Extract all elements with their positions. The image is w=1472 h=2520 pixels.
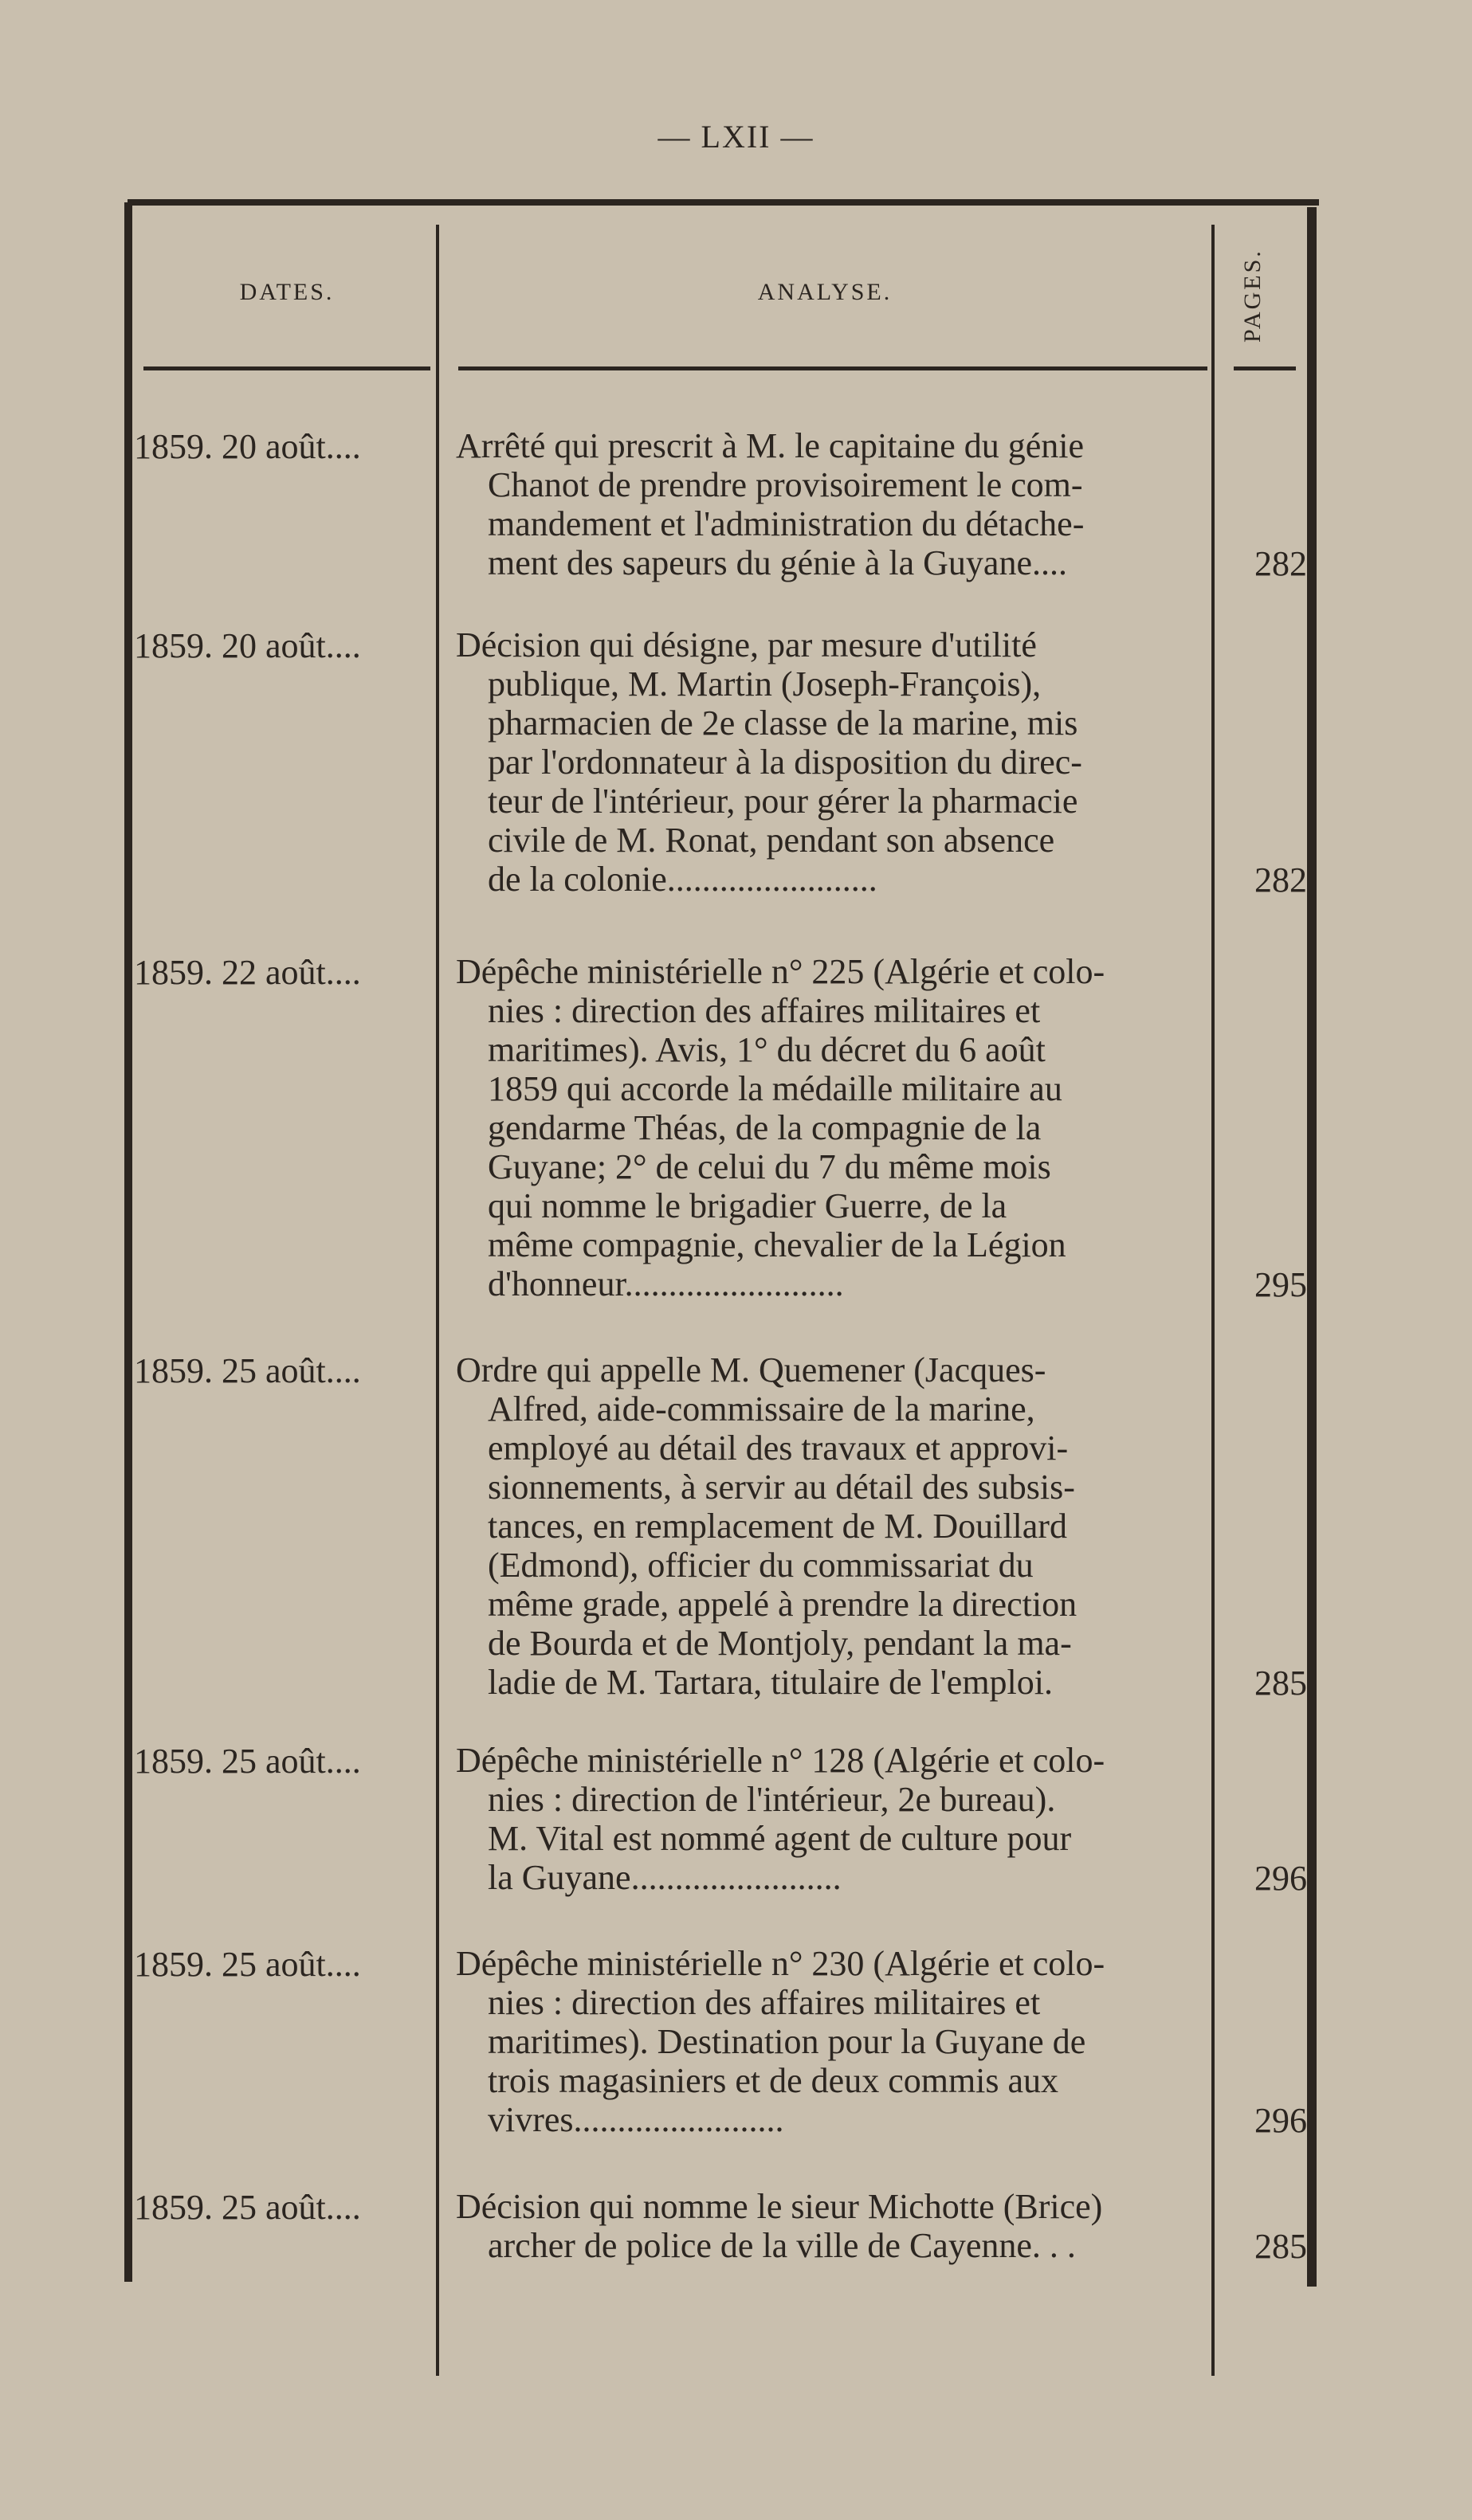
analysis-line: (Edmond), officier du commissariat du	[488, 1546, 1034, 1585]
entry-page: 296	[1254, 2101, 1307, 2140]
analysis-line: ment des sapeurs du génie à la Guyane....	[488, 543, 1067, 582]
analysis-line: Décision qui nomme le sieur Michotte (Brice)	[456, 2187, 1103, 2226]
entry-page: 282	[1254, 544, 1307, 583]
table-left-border	[124, 202, 132, 2282]
entry-analysis	[456, 952, 1213, 1303]
analysis-line: d'honneur.........................	[488, 1264, 844, 1303]
column-divider-dates	[436, 225, 439, 2376]
entry-date: 1859. 25 août....	[134, 1945, 361, 1984]
entry-analysis	[456, 426, 1213, 582]
header-analyse: ANALYSE.	[757, 279, 893, 305]
analysis-line: M. Vital est nommé agent de culture pour	[488, 1819, 1072, 1858]
analysis-line: employé au détail des travaux et approvi-	[488, 1429, 1069, 1468]
analysis-line: Décision qui désigne, par mesure d'utilité	[456, 625, 1037, 664]
entry-analysis	[456, 625, 1213, 899]
entry-page: 296	[1254, 1859, 1307, 1898]
entry-analysis	[456, 1944, 1213, 2139]
header-rule-dates	[143, 366, 430, 370]
analysis-line: Ordre qui appelle M. Quemener (Jacques-	[456, 1350, 1046, 1389]
analysis-line: maritimes). Destination pour la Guyane de	[488, 2022, 1086, 2061]
header-rule-analyse	[458, 366, 1207, 370]
analysis-line: même compagnie, chevalier de la Légion	[488, 1225, 1066, 1264]
analysis-line: pharmacien de 2e classe de la marine, mis	[488, 703, 1078, 743]
entry-page: 285	[1254, 1664, 1307, 1703]
entry-page: 285	[1254, 2227, 1307, 2266]
analysis-line: mandement et l'administration du détache-	[488, 504, 1085, 543]
entry-analysis	[456, 2187, 1213, 2265]
analysis-line: de Bourda et de Montjoly, pendant la ma-	[488, 1624, 1072, 1663]
analysis-line: civile de M. Ronat, pendant son absence	[488, 821, 1055, 860]
analysis-line: nies : direction de l'intérieur, 2e bureau).	[488, 1780, 1056, 1819]
analysis-line: gendarme Théas, de la compagnie de la	[488, 1108, 1042, 1147]
analysis-line: qui nomme le brigadier Guerre, de la	[488, 1186, 1007, 1225]
analysis-line: Dépêche ministérielle n° 230 (Algérie et colo-	[456, 1944, 1105, 1983]
entry-page: 282	[1254, 860, 1307, 899]
header-dates: DATES.	[239, 279, 335, 305]
entry-date: 1859. 20 août....	[134, 427, 361, 466]
analysis-line: sionnements, à servir au détail des subsis-	[488, 1468, 1075, 1507]
analysis-line: nies : direction des affaires militaires et	[488, 1983, 1041, 2022]
header-rule-pages	[1234, 366, 1296, 370]
analysis-line: de la colonie........................	[488, 860, 877, 899]
analysis-line: publique, M. Martin (Joseph-François),	[488, 664, 1042, 703]
analysis-line: archer de police de la ville de Cayenne. . .	[488, 2226, 1076, 2265]
analysis-line: vivres........................	[488, 2100, 784, 2139]
analysis-line: nies : direction des affaires militaires et	[488, 991, 1041, 1030]
analysis-line: Chanot de prendre provisoirement le com-	[488, 465, 1083, 504]
analysis-line: par l'ordonnateur à la disposition du direc-	[488, 743, 1082, 782]
analysis-line: tances, en remplacement de M. Douillard	[488, 1507, 1067, 1546]
analysis-line: Alfred, aide-commissaire de la marine,	[488, 1389, 1035, 1429]
analysis-line: Dépêche ministérielle n° 225 (Algérie et colo-	[456, 952, 1105, 991]
analysis-line: teur de l'intérieur, pour gérer la pharmacie	[488, 782, 1078, 821]
analysis-line: 1859 qui accorde la médaille militaire au	[488, 1069, 1062, 1108]
analysis-line: Guyane; 2° de celui du 7 du même mois	[488, 1147, 1051, 1186]
analysis-line: ladie de M. Tartara, titulaire de l'emploi.	[488, 1663, 1054, 1702]
entry-date: 1859. 25 août....	[134, 1351, 361, 1390]
entry-date: 1859. 25 août....	[134, 1742, 361, 1781]
entry-analysis	[456, 1350, 1213, 1702]
entry-page: 295	[1254, 1265, 1307, 1304]
analysis-line: même grade, appelé à prendre la direction	[488, 1585, 1078, 1624]
analysis-line: maritimes). Avis, 1° du décret du 6 août	[488, 1030, 1046, 1069]
page-number: — LXII —	[657, 119, 815, 155]
entry-analysis	[456, 1741, 1213, 1897]
analysis-line: Arrêté qui prescrit à M. le capitaine du génie	[456, 426, 1085, 465]
analysis-line: Dépêche ministérielle n° 128 (Algérie et colo-	[456, 1741, 1105, 1780]
entry-date: 1859. 20 août....	[134, 626, 361, 665]
entry-date: 1859. 22 août....	[134, 953, 361, 992]
table-right-border	[1307, 207, 1317, 2287]
header-pages: PAGES.	[1239, 249, 1266, 343]
entry-date: 1859. 25 août....	[134, 2188, 361, 2227]
analysis-line: trois magasiniers et de deux commis aux	[488, 2061, 1059, 2100]
analysis-line: la Guyane........................	[488, 1858, 842, 1897]
